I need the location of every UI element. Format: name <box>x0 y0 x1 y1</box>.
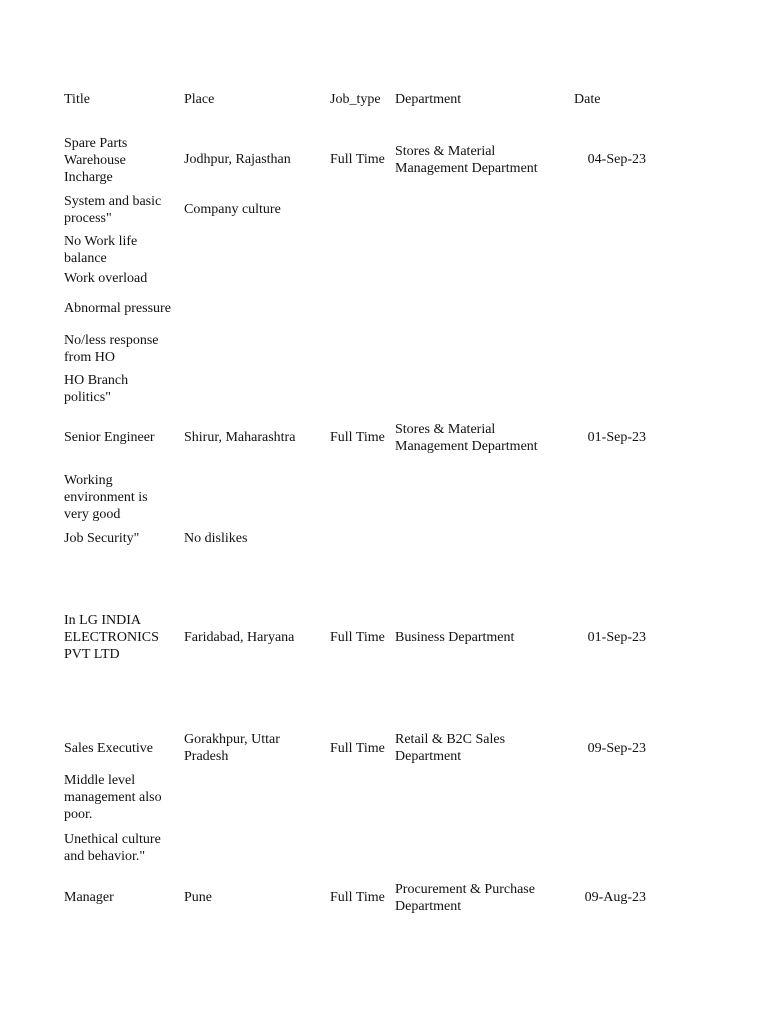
cell-date: 01-Sep-23 <box>587 430 646 445</box>
cell-title: Abnormal pressure <box>64 301 171 316</box>
cell-job-type: Full Time <box>330 630 385 645</box>
cell-date: 09-Aug-23 <box>584 890 646 905</box>
header-job-type: Job_type <box>330 92 381 107</box>
cell-place: No dislikes <box>184 531 248 546</box>
cell-date: 04-Sep-23 <box>587 152 646 167</box>
cell-title: Working environment is very good <box>64 473 148 522</box>
cell-place: Company culture <box>184 202 281 217</box>
header-place: Place <box>184 92 215 107</box>
cell-place: Shirur, Maharashtra <box>184 430 296 445</box>
cell-title: Senior Engineer <box>64 430 155 445</box>
cell-job-type: Full Time <box>330 430 385 445</box>
cell-date: 09-Sep-23 <box>587 741 646 756</box>
cell-title: Spare Parts Warehouse Incharge <box>64 136 128 185</box>
cell-title: No/less response from HO <box>64 333 159 365</box>
cell-department: Business Department <box>395 630 515 645</box>
cell-title: Sales Executive <box>64 741 154 756</box>
header-department: Department <box>395 92 462 107</box>
cell-place: Pune <box>184 890 212 905</box>
cell-place: Faridabad, Haryana <box>184 630 295 645</box>
cell-title: Unethical culture and behavior." <box>64 832 161 864</box>
header-title: Title <box>64 92 90 107</box>
cell-department: Retail & B2C Sales Department <box>395 732 506 764</box>
cell-job-type: Full Time <box>330 152 385 167</box>
cell-department: Stores & Material Management Department <box>395 422 538 454</box>
cell-title: Work overload <box>64 271 148 286</box>
header-date: Date <box>574 92 601 107</box>
cell-job-type: Full Time <box>330 890 385 905</box>
cell-title: System and basic process" <box>64 194 162 226</box>
cell-title: In LG INDIA ELECTRONICS PVT LTD <box>64 613 159 662</box>
cell-title: Manager <box>64 890 114 905</box>
cell-title: Middle level management also poor. <box>64 773 162 822</box>
cell-job-type: Full Time <box>330 741 385 756</box>
cell-date: 01-Sep-23 <box>587 630 646 645</box>
cell-department: Stores & Material Management Department <box>395 144 538 176</box>
cell-title: Job Security" <box>64 531 140 546</box>
cell-title: No Work life balance <box>64 234 138 266</box>
cell-place: Gorakhpur, Uttar Pradesh <box>184 732 280 764</box>
cell-place: Jodhpur, Rajasthan <box>184 152 291 167</box>
cell-department: Procurement & Purchase Department <box>395 882 535 914</box>
cell-title: HO Branch politics" <box>64 373 129 405</box>
